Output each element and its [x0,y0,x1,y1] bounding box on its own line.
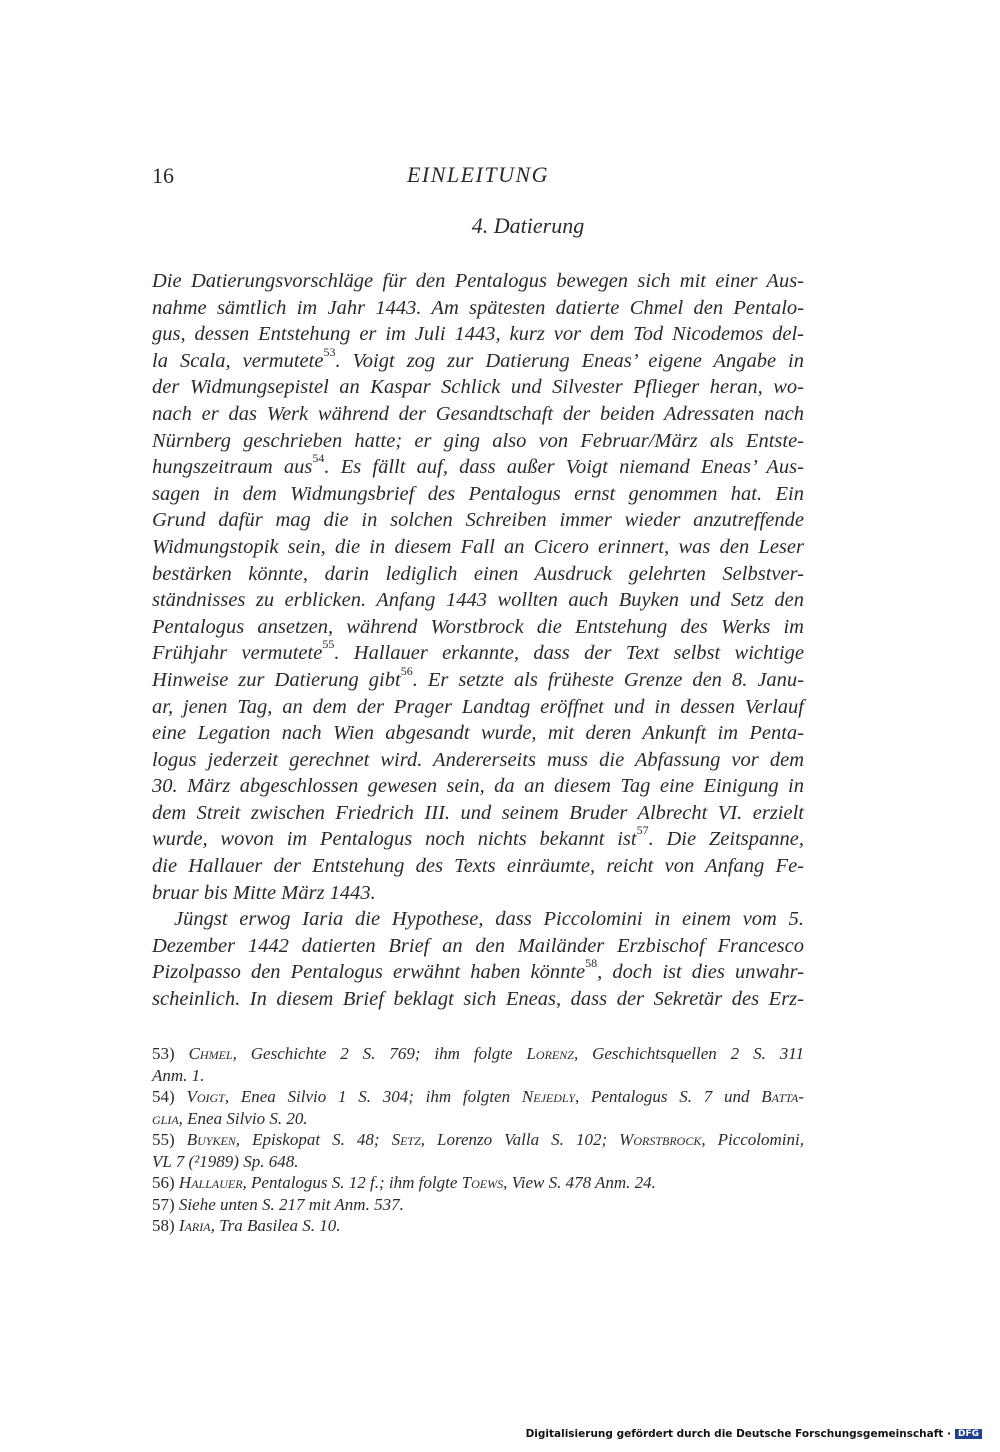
footnote-number: 58) [152,1216,175,1235]
digitization-credit [526,1428,982,1440]
footnote-56 [152,1172,804,1194]
footnote-author: Chmel [188,1044,233,1063]
text-line: nach er das Werk während der Gesandtschaft der beiden Adressaten nach [152,402,804,425]
footnote-line [152,1215,804,1237]
page-number: 16 [152,163,174,188]
footnote-author: Buyken [186,1130,236,1149]
text-segment: . Es fällt auf, dass außer Voigt niemand Eneas’ Aus- [324,456,804,479]
footnote-54 [152,1086,804,1129]
text-line [152,663,805,694]
footnote-line [152,1086,804,1108]
footnote-line [152,1043,804,1065]
footnotes [152,1043,804,1237]
text-segment: . Die Zeitspanne, [648,828,804,851]
footnote-ref: 57 [636,823,649,838]
footnote-author: Batta- [761,1087,805,1106]
footnote-author: glia [152,1108,179,1128]
footnote-author: Worstbrock [619,1130,702,1149]
text-line [152,344,804,375]
footnote-text: , Tra Basilea S. 10. [210,1216,341,1235]
footnote-author: Iaria [178,1216,211,1235]
footnote-text: , Pentalogus S. 7 und [575,1087,762,1106]
text-line: dem Streit zwischen Friedrich III. und seinem Bruder Albrecht VI. erzielt [152,801,804,824]
text-segment: , doch ist dies unwahr- [597,961,805,984]
body-text [152,268,804,1013]
footnote-text: Siehe unten S. 217 mit Anm. 537. [178,1194,404,1214]
text-segment: Frühjahr vermutete [152,642,323,665]
footnote-author: Voigt [186,1087,225,1106]
text-line [152,451,804,481]
footnote-text: , Enea Silvio S. 20. [178,1108,308,1128]
footnote-ref: 54 [312,451,325,466]
text-line [152,956,805,986]
footnote-ref: 55 [322,637,335,652]
text-line: Pentalogus ansetzen, während Worstbrock die Entstehung des Werks im [152,615,804,638]
footnote-line [152,1151,804,1173]
text-segment: hungszeitraum aus [152,456,313,479]
footnote-ref: 58 [585,956,598,971]
text-line: Jüngst erwog Iaria die Hypothese, dass Piccolomini in einem vom 5. [174,908,804,931]
footnote-number: 57) [152,1194,175,1214]
footnote-author: Toews [461,1173,504,1192]
text-segment: . Er setzte als früheste Grenze den 8. Janu- [412,668,805,691]
text-line: ar, jenen Tag, an dem der Prager Landtag eröffnet und in dessen Verlauf [152,695,804,718]
text-segment: . Voigt zog zur Datierung Eneas’ eigene Angabe in [335,349,804,372]
text-line: Dezember 1442 datierten Brief an den Mailänder Erzbischof Francesco [152,934,804,957]
footnote-author: Nejedly [521,1087,576,1106]
text-line: Nürnberg geschrieben hatte; er ging also von Februar/März als Entste- [152,429,804,452]
text-line [152,823,804,853]
footnote-line [152,1065,804,1087]
footnote-text: , Piccolomini, [701,1130,805,1149]
footnote-number: 55) [152,1130,175,1149]
footnote-ref: 53 [323,344,336,359]
footnote-text: , Geschichtsquellen 2 S. 311 [573,1044,804,1063]
footnote-text: , Enea Silvio 1 S. 304; ihm folgten [224,1087,522,1106]
text-line [152,637,804,667]
footnote-57 [152,1194,804,1216]
text-line: nahme sämtlich im Jahr 1443. Am spätesten datierte Chmel den Pentalo- [152,296,804,319]
footnote-line [152,1194,804,1216]
footnote-author: Setz [391,1130,421,1149]
running-head: EINLEITUNG [406,162,550,187]
text-segment: wurde, wovon im Pentalogus noch nichts bekannt ist [152,828,637,851]
footnote-53 [152,1043,804,1086]
text-line: Die Datierungsvorschläge für den Pentalogus bewegen sich mit einer Aus- [152,270,804,292]
footnote-line [152,1108,804,1130]
footnote-number: 54) [152,1087,175,1106]
text-line: sagen in dem Widmungsbrief des Pentalogus ernst genommen hat. Ein [152,482,804,505]
text-line: die Hallauer der Entstehung des Texts einräumte, reicht von Anfang Fe- [152,855,804,878]
text-line: eine Legation nach Wien abgesandt wurde, mit deren Ankunft im Penta- [152,722,804,745]
text-line: bestärken könnte, darin lediglich einen Ausdruck gelehrten Selbstver- [152,562,804,585]
text-segment: Pizolpasso den Pentalogus erwähnt haben könnte [152,961,586,984]
text-line: scheinlich. In diesem Brief beklagt sich Eneas, dass der Sekretär des Erz- [152,988,804,1011]
footnote-55 [152,1129,804,1172]
footnote-text: , Pentalogus S. 12 f.; ihm folgte [242,1173,462,1192]
footnote-58 [152,1215,804,1237]
dfg-logo: DFG [955,1429,982,1439]
footnote-number: 56) [152,1173,175,1192]
text-segment: Hinweise zur Datierung gibt [152,668,401,691]
footnote-line [152,1129,804,1151]
footnote-text: , View S. 478 Anm. 24. [503,1173,656,1192]
footnote-text: , Lorenzo Valla S. 102; [420,1130,620,1149]
footnote-text: , Geschichte 2 S. 769; ihm folgte [232,1044,527,1063]
text-line: gus, dessen Entstehung er im Juli 1443, kurz vor dem Tod Nicodemos del- [152,323,804,346]
text-segment: la Scala, vermutete [152,349,324,372]
text-line: 30. März abgeschlossen gewesen sein, da an diesem Tag eine Einigung in [152,775,804,798]
footnote-text: Anm. 1. [152,1065,205,1085]
text-line: Widmungstopik sein, die in diesem Fall an Cicero erinnert, was den Leser [152,535,804,558]
text-line: logus jederzeit gerechnet wird. Andererseits muss die Abfassung vor dem [152,748,804,771]
text-line: ständnisses zu erblicken. Anfang 1443 wollten auch Buyken und Setz den [152,589,804,612]
footnote-line [152,1172,804,1194]
footnote-text: , Episkopat S. 48; [235,1130,392,1149]
footnote-author: Lorenz [526,1044,574,1063]
footnote-author: Hallauer [178,1173,243,1192]
credit-text: Digitalisierung gefördert durch die Deutsche Forschungsgemeinschaft · [525,1428,951,1440]
footnote-number: 53) [152,1044,175,1063]
section-title: 4. Datierung [471,213,585,238]
footnote-text: VL 7 (²1989) Sp. 648. [152,1151,299,1171]
text-line: der Widmungsepistel an Kaspar Schlick und Silvester Pflieger heran, wo- [152,376,804,399]
text-line: bruar bis Mitte März 1443. [152,881,376,904]
text-line: Grund dafür mag die in solchen Schreiben immer wieder anzutreffende [152,509,804,532]
text-segment: . Hallauer erkannte, dass der Text selbst wichtige [334,642,804,665]
footnote-ref: 56 [400,663,413,678]
